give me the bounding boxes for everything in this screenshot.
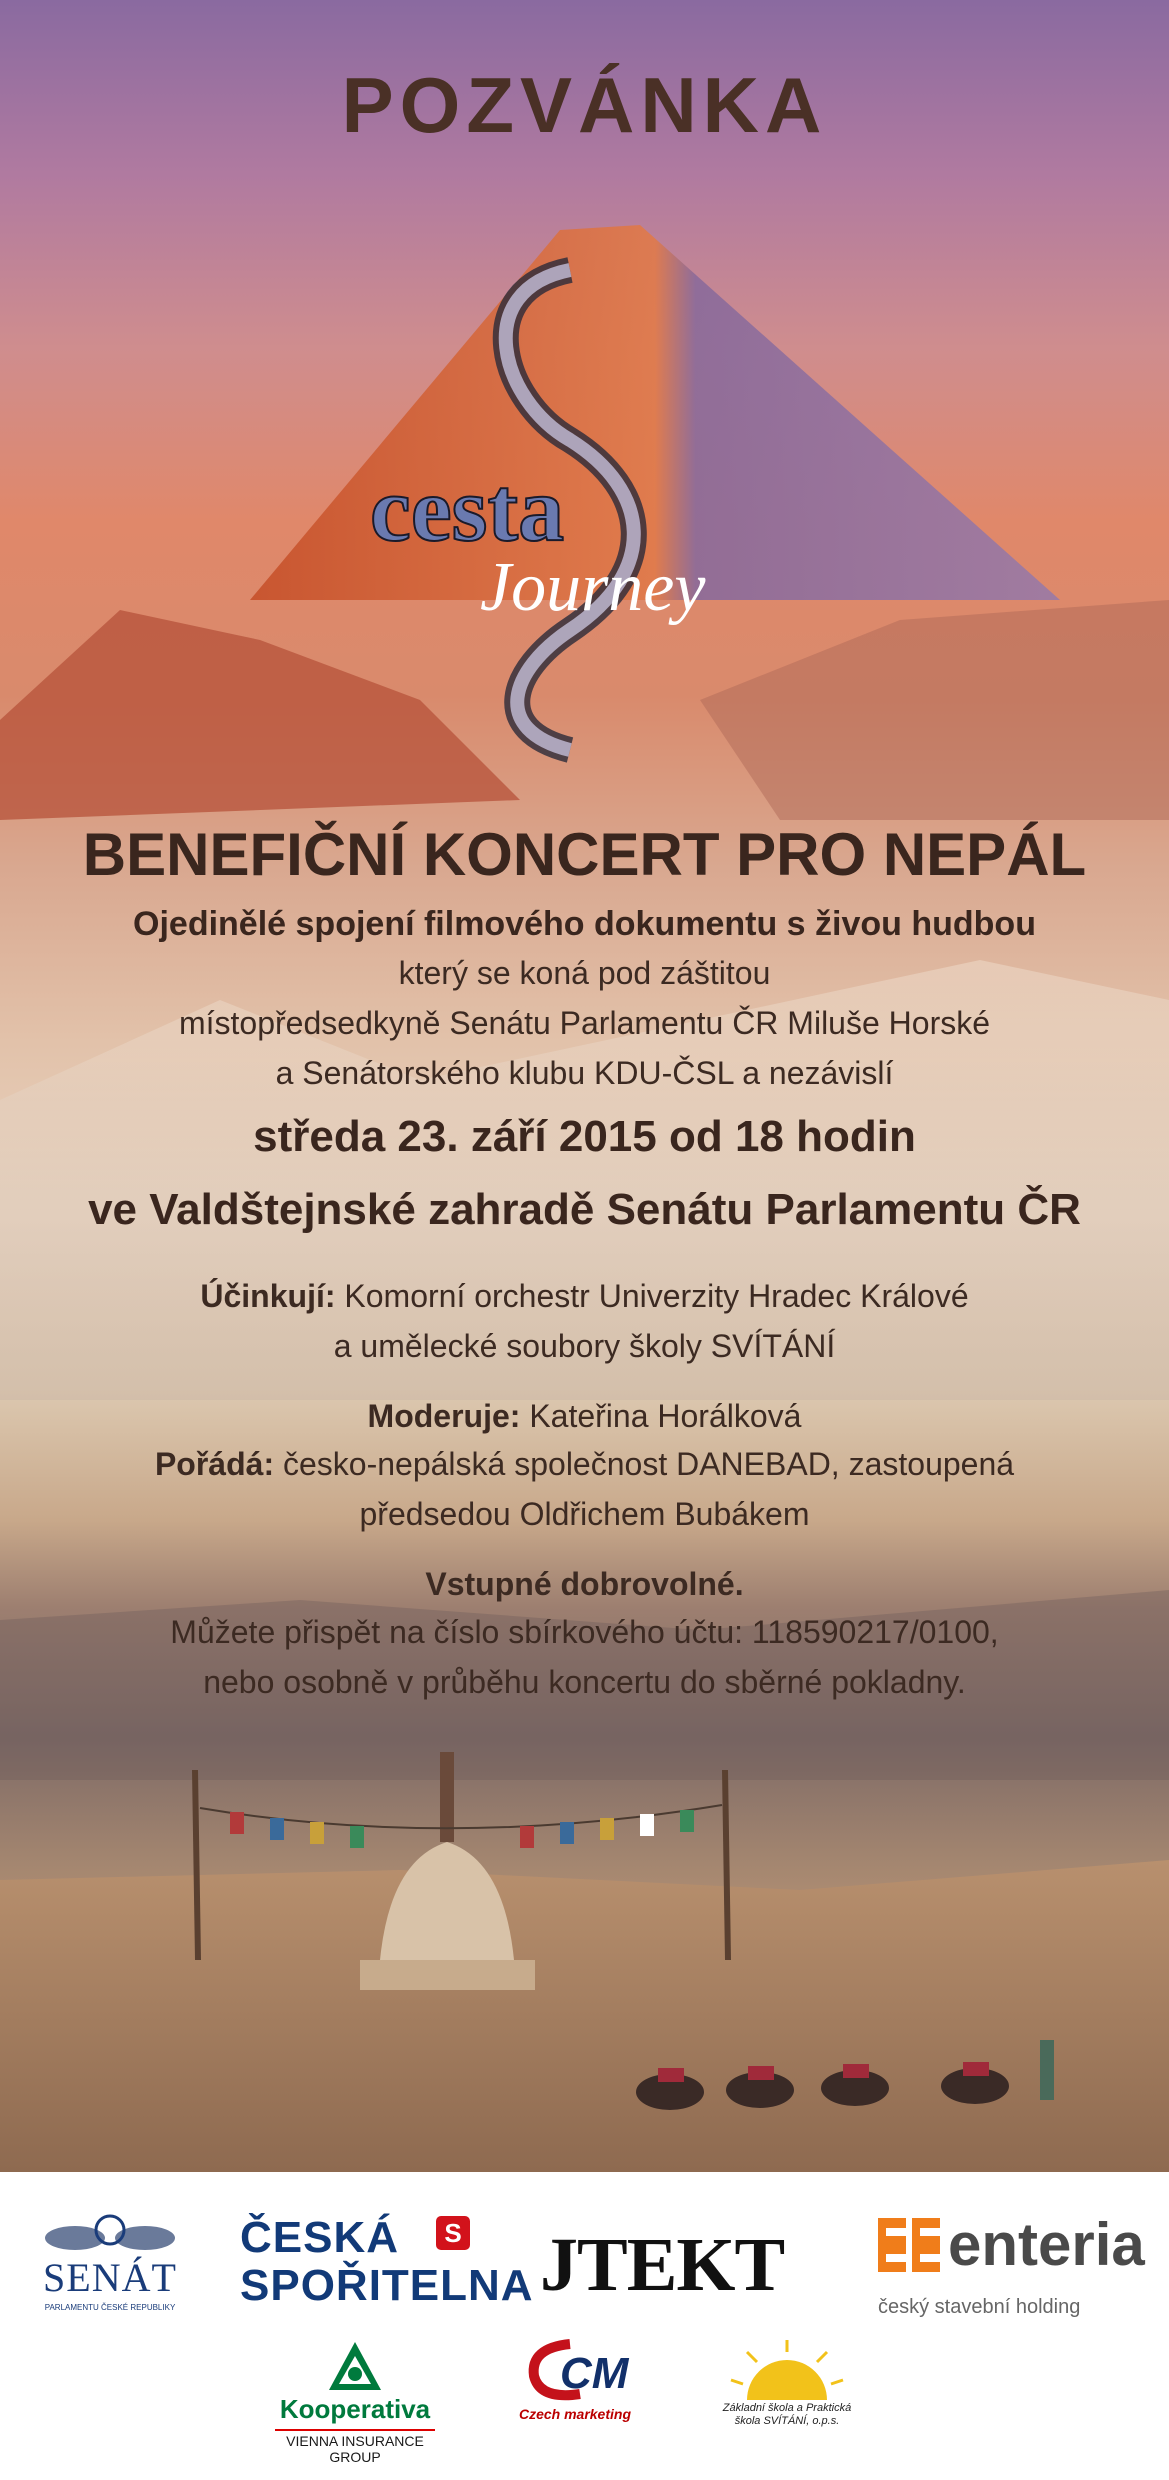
lions-emblem-icon (35, 2212, 185, 2252)
sun-icon (727, 2340, 847, 2402)
cs-s-mark-icon: S (436, 2216, 470, 2250)
svitani-school-logo (712, 2340, 862, 2460)
organizer-value-1: česko-nepálská společnost DANEBAD, zastoupená (282, 1446, 1015, 1482)
organizer-line-2: předsedou Oldřichem Bubákem (359, 1496, 810, 1532)
svitani-sub: Základní škola a Praktická škola SVÍTÁNÍ, o.p.s. (722, 2402, 852, 2427)
prayer-pole-right (725, 1770, 728, 1960)
czech-marketing-mark-icon (520, 2336, 630, 2406)
kooperativa-mark-icon (327, 2340, 383, 2392)
organizer-line-1 (0, 1446, 1169, 1483)
senat-sub: PARLAMENTU ČESKÉ REPUBLIKY (44, 2303, 176, 2312)
concert-subtitle: Ojedinělé spojení filmového dokumentu s živou hudbou (133, 905, 1036, 943)
kooperativa-name: Kooperativa (279, 2394, 431, 2424)
stupa-base (360, 1960, 535, 1990)
logo-word-cesta: cesta (370, 458, 565, 560)
enteria-logo (878, 2210, 1148, 2330)
concert-title: BENEFIČNÍ KONCERT PRO NEPÁL (82, 821, 1087, 888)
enteria-mark-icon (878, 2218, 940, 2272)
patron-line-2: místopředsedkyně Senátu Parlamentu ČR Miluše Horské (178, 1005, 991, 1041)
kooperativa-logo (255, 2340, 455, 2465)
prayer-pole-left (195, 1770, 198, 1960)
performers-line-2: a umělecké soubory školy SVÍTÁNÍ (333, 1328, 836, 1364)
enteria-name: enteria (948, 2211, 1145, 2278)
cs-line-2: SPOŘITELNA (240, 2261, 534, 2310)
moderator-value: Kateřina Horálková (529, 1398, 802, 1434)
patron-line-3: a Senátorského klubu KDU-ČSL a nezávislí (275, 1055, 894, 1091)
enteria-sub: český stavební holding (878, 2296, 1081, 2318)
cs-line-1: ČESKÁ (240, 2213, 400, 2262)
cm-mark-text: CM (560, 2349, 629, 2398)
sponsor-logo-strip (0, 2172, 1169, 2480)
czech-marketing-sub: Czech marketing (518, 2406, 632, 2422)
entry-line-2: nebo osobně v průběhu koncertu do sběrné pokladny. (203, 1664, 966, 1700)
kooperativa-sub: VIENNA INSURANCE GROUP (275, 2429, 435, 2465)
patron-line-1: který se koná pod záštitou (398, 955, 771, 991)
moderator-line (0, 1398, 1169, 1435)
moderator-label: Moderuje: (367, 1398, 521, 1434)
performers-line-1 (0, 1278, 1169, 1315)
performers-value-1: Komorní orchestr Univerzity Hradec Králové (344, 1278, 969, 1314)
stupa-dome (380, 1842, 514, 1960)
organizer-label: Pořádá: (154, 1446, 275, 1482)
senat-logo (30, 2212, 190, 2332)
cesta-journey-logo (360, 250, 780, 770)
performers-label: Účinkují: (200, 1278, 336, 1314)
senat-name: SENÁT (43, 2255, 177, 2300)
event-date: středa 23. září 2015 od 18 hodin (253, 1112, 916, 1161)
logo-word-journey: Journey (480, 549, 706, 626)
czech-marketing-logo (510, 2336, 640, 2456)
entry-title: Vstupné dobrovolné. (425, 1566, 744, 1602)
plain-ground (0, 1860, 1169, 2172)
ceska-sporitelna-logo (240, 2213, 534, 2324)
entry-line-1: Můžete přispět na číslo sbírkového účtu: 118590217/0100, (170, 1614, 999, 1650)
jtekt-logo: JTEKT (540, 2223, 785, 2307)
invitation-title: POZVÁNKA (341, 61, 828, 149)
event-venue: ve Valdštejnské zahradě Senátu Parlamentu ČR (88, 1185, 1081, 1234)
